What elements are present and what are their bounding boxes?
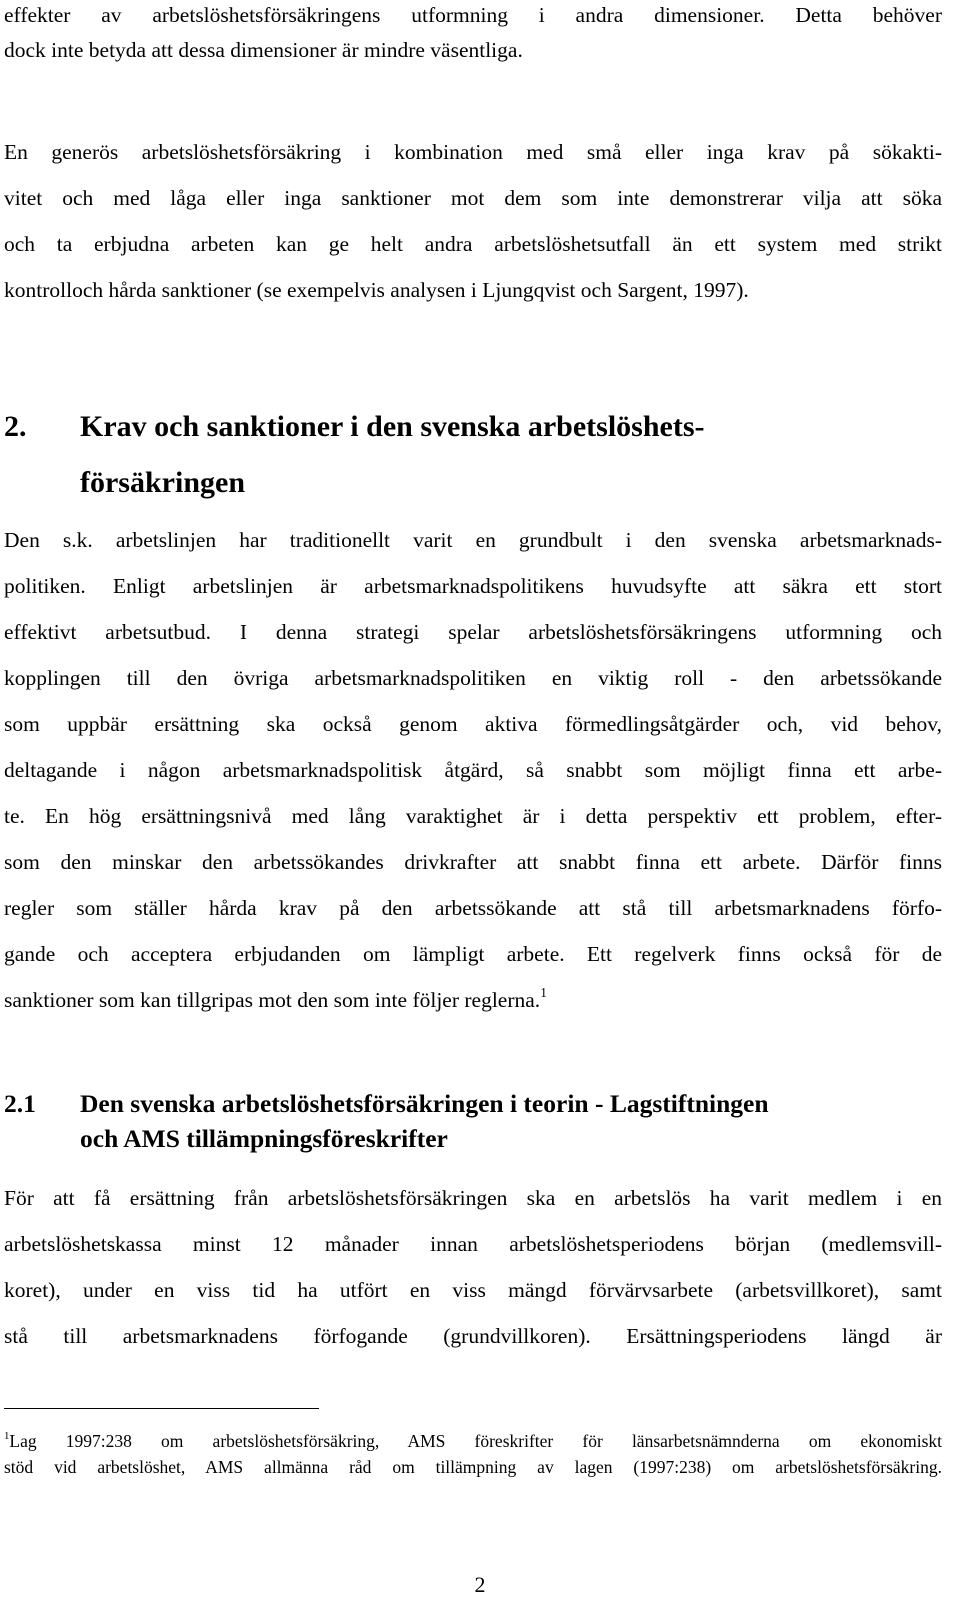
section-2-1-title-line-1: Den svenska arbetslöshetsförsäkringen i teorin - Lagstiftningen	[80, 1089, 769, 1118]
paragraph-1-line-2: vitet och med låga eller inga sanktioner mot dem som inte demonstrerar vilja att söka	[4, 186, 942, 210]
section-2-last-line-text: sanktioner som kan tillgripas mot den som inte följer reglerna.	[4, 988, 541, 1012]
footnote-marker: 1	[4, 1429, 10, 1442]
section-2-number: 2.	[4, 410, 27, 443]
section-2-last-line	[4, 984, 942, 1013]
section-2-title-line-1: Krav och sanktioner i den svenska arbetslöshets-	[80, 410, 705, 443]
section-2-1-line-1: För att få ersättning från arbetslöshetsförsäkringen ska en arbetslös ha varit medlem i en	[4, 1186, 942, 1210]
section-2-line-8: som den minskar den arbetssökandes drivkrafter att snabbt finna ett arbete. Därför finns	[4, 850, 942, 874]
section-2-line-10: gande och acceptera erbjudanden om lämpligt arbete. Ett regelverk finns också för de	[4, 942, 942, 966]
footnote-reference[interactable]: 1	[540, 984, 547, 1000]
top-paragraph-line-1: effekter av arbetslöshetsförsäkringens utformning i andra dimensioner. Detta behöver	[4, 3, 942, 27]
paragraph-1-line-1: En generös arbetslöshetsförsäkring i kombination med små eller inga krav på sökakti-	[4, 140, 942, 164]
footnote-line-1	[4, 1430, 942, 1452]
section-2-1-number: 2.1	[4, 1089, 36, 1118]
paragraph-1-line-3: och ta erbjudna arbeten kan ge helt andra arbetslöshetsutfall än ett system med strikt	[4, 232, 942, 256]
section-2-line-2: politiken. Enligt arbetslinjen är arbetsmarknadspolitikens huvudsyfte att säkra ett stort	[4, 574, 942, 598]
section-2-1-line-3: koret), under en viss tid ha utfört en viss mängd förvärvsarbete (arbetsvillkoret), samt	[4, 1278, 942, 1302]
section-2-title-line-2: försäkringen	[80, 466, 245, 499]
top-paragraph-line-2: dock inte betyda att dessa dimensioner är mindre väsentliga.	[4, 38, 523, 62]
section-2-line-6: deltagande i någon arbetsmarknadspolitisk åtgärd, så snabbt som möjligt finna ett arbe-	[4, 758, 942, 782]
section-2-line-7: te. En hög ersättningsnivå med lång varaktighet är i detta perspektiv ett problem, efter-	[4, 804, 942, 828]
section-2-line-9: regler som ställer hårda krav på den arbetssökande att stå till arbetsmarknadens förfo-	[4, 896, 942, 920]
section-2-line-5: som uppbär ersättning ska också genom aktiva förmedlingsåtgärder och, vid behov,	[4, 712, 942, 736]
page-number: 2	[474, 1572, 486, 1597]
section-2-line-1: Den s.k. arbetslinjen har traditionellt varit en grundbult i den svenska arbetsmarknads-	[4, 528, 942, 552]
section-2-line-4: kopplingen till den övriga arbetsmarknadspolitiken en viktig roll - den arbetssökande	[4, 666, 942, 690]
section-2-1-line-2: arbetslöshetskassa minst 12 månader innan arbetslöshetsperiodens början (medlemsvill-	[4, 1232, 942, 1256]
section-2-1-line-4: stå till arbetsmarknadens förfogande (grundvillkoren). Ersättningsperiodens längd är	[4, 1324, 942, 1348]
footnote-separator	[4, 1408, 319, 1409]
section-2-1-title-line-2: och AMS tillämpningsföreskrifter	[80, 1124, 448, 1153]
section-2-line-3: effektivt arbetsutbud. I denna strategi spelar arbetslöshetsförsäkringens utformning och	[4, 620, 942, 644]
footnote-line-2: stöd vid arbetslöshet, AMS allmänna råd om tillämpning av lagen (1997:238) om arbetslöshetsförsäkring.	[4, 1457, 942, 1477]
footnote-text-1: Lag 1997:238 om arbetslöshetsförsäkring, AMS föreskrifter för länsarbetsnämnderna om ekonomiskt	[9, 1431, 942, 1451]
paragraph-1-line-4: kontrolloch hårda sanktioner (se exempelvis analysen i Ljungqvist och Sargent, 1997).	[4, 278, 749, 302]
